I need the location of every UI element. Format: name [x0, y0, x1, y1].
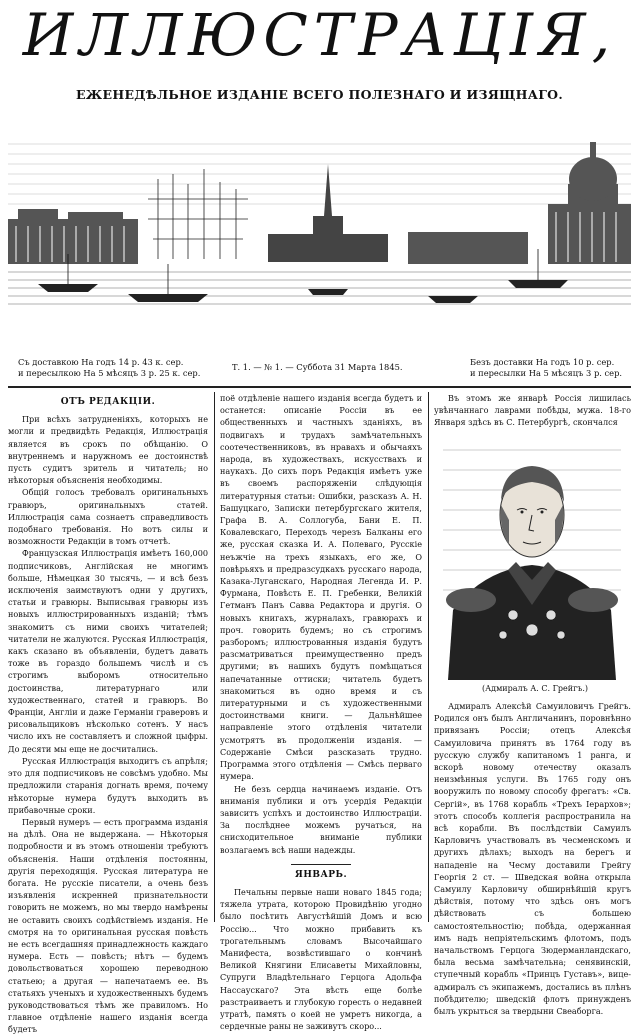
- portrait-caption: (Адмиралъ А. С. Грейгъ.): [481, 684, 589, 693]
- column-editorial: [8, 392, 208, 1035]
- admiral-intro: Въ этомъ же январѣ Россія лишилась увѣнчаннаго лаврами побѣды, мужа. 18-го Января здѣсь въ С. Петербургѣ, скончался: [434, 393, 631, 428]
- editorial-paragraph: Первый нумеръ — есть программа изданія на дѣлѣ. Она не выдержана. — Нѣкоторыя подробности и въ этомъ отношеніи требуютъ объясненія. Наши отдѣленія постоянны, другія переходящія. Русская литература не богата. Не русскіе писатели, а очень безъ изъявленія искренней признательности говорить не можемъ, но мы твердо намѣрены не оставить своихъ содѣйствіемъ изданія. Не смотря на то оригинальная русская повѣсть не есть всегдашняя принадлежность каждаго нумера. Есть — повѣсть; нѣтъ — будемъ довольствоваться хорошею переводною статьею; а другая — напечатаемъ ее. Въ статьяхъ ученыхъ и художественныхъ будемъ руководствоваться тѣмъ же правиломъ. Но главное отдѣленіе нашего изданія всегда будетъ: [8, 816, 208, 1035]
- newspaper-subtitle: ЕЖЕНЕДѢЛЬНОЕ ИЗДАНІЕ ВСЕГО ПОЛЕЗНАГО И ИЗЯЩНАГО.: [75, 87, 563, 102]
- panorama-engraving: [8, 124, 631, 324]
- column-middle: [220, 392, 422, 1032]
- column-divider-1: [214, 392, 215, 922]
- admiral-biography: Адмиралъ Алексѣй Самуиловичъ Грейгъ. Родился онъ былъ Англичанинъ, поровнѣнно привязанъ Россіи; отецъ Алексѣя Самуиловича принятъ въ 1764 году въ русскую службу капитаномъ 1 ранга, и вскорѣ новому отечеству оказалъ неизмѣнныя услуги. Въ 1765 году онъ вооружилъ по новому способу фрегатъ: «Св. Сергій», въ 1768 корабль «Трехъ Іерархов»; этотъ способъ коллегія распространила на всѣ корабли. Въ послѣдствіи Самуилъ Карловичъ участвовалъ въ чесменскомъ и другихъ дѣлахъ; выходъ на берегъ и нападеніе на Чесму доставили Грейгу Георгія 2 ст. — Шведская война открыла Самуилу Карловичу обширнѣйшій кругъ дѣйствія, потому что здѣсь онъ могъ дѣйствовать съ большею самостоятельностію; побѣда, одержанная имъ надъ непріятельскимъ флотомъ, подъ начальствомъ Герцога Зюдерманландскаго, была весьма замѣчательна; сенявинскій, ступечный корабль «Принцъ Густавъ», вице-адмиралъ съ экипажемъ, достались въ плѣнъ побѣдителю; шведскій флотъ принужденъ былъ укрыться за твердыни Свеаборга.: [434, 701, 631, 1017]
- editorial-paragraph: Общій голосъ требовалъ оригинальныхъ гравюръ, оригинальныхъ статей. Иллюстрація сама сознаетъ справедливость подобнаго требованія. Но вотъ силы и возможности Редакціи в томъ отчетѣ.: [8, 487, 208, 547]
- issue-date: Т. 1. — № 1. — Суббота 31 Марта 1845.: [232, 362, 403, 372]
- column-divider-2: [428, 392, 429, 922]
- editorial-paragraph: Французская Иллюстрація имѣетъ 160,000 подписчиковъ, Англійская не многимъ больше, Нѣмецкая 30 тысячь, — и всѣ безъ исключенія заимствуютъ одни у другихъ, статьи и гравюры. Выписывая гравюры изъ новыхъ иллюстрированныхъ изданій; тѣмъ знакомитъ съ ними своихъ читателей; читатели не жалуются. Русская Иллюстрація, какъ сказано въ объявленіи, будетъ давать тоже въ гораздо большемъ числѣ и съ строгимъ выборомъ относительно достоинства, литературнаго или художественнаго, статей и гравюръ. Во Франціи, Англіи и даже Германіи граверовъ и рисовальщиковъ нѣсколько сотенъ. У насъ число ихъ не составляетъ и сложной цыфры. До десяти мы еще не досчитались.: [8, 548, 208, 754]
- january-paragraph: Печальны первые наши новаго 1845 года; тяжела утрата, которою Провидѣнію угодно было посѣтить Августѣйшій Домъ и всю Россію... Что можно прибавить къ трогательнымъ словамъ Высочайшаго Манифеста, возвѣстившаго о кончинѣ Великой Княгини Елисаветы Михайловны, Супруги Владѣтельнаго Герцога Адольфа Нассаускаго? Эта вѣсть еще болѣе разстраиваетъ и глубокую горесть о недавней утратѣ, память о коей не умретъ никогда, а сердечные раны не заживутъ скоро...: [220, 886, 422, 1032]
- header-divider: [8, 386, 631, 388]
- january-heading: ЯНВАРЬ.: [294, 869, 348, 880]
- column-right-intro: [434, 392, 631, 432]
- editorial-paragraph: При всѣхъ затрудненіяхъ, которыхъ не могли и предвидѣть Редакція, Иллюстрація является въ срокъ по обѣщанію. О внутреннемъ и наружномъ ее достоинствѣ пусть судитъ зритель и читатель; но нѣкоторыя объясненія необходимы.: [8, 414, 208, 486]
- editorial-heading: ОТЪ РЕДАКЦІИ.: [60, 397, 156, 407]
- price-without-delivery-line2: и пересылки На 5 мѣсяцъ 3 р. сер.: [470, 368, 623, 378]
- editorial-continued: поё отдѣленіе нашего изданія всегда будетъ и останется: описаніе Россіи въ ее общественныхъ и частныхъ зданіяхъ, въ подвигахъ и трудахъ замѣчательныхъ соотечественниковъ, въ нравахъ и обычаяхъ народа, въ художествахъ, искусствахъ и наукахъ. До сихъ поръ Редакція имѣетъ уже въ своемъ распоряженіи слѣдующія литературныя статьи: Ошибки, разсказъ А. Н. Башуцкаго, Записки петербургскаго жителя, Графа В. А. Соллогуба, Бани Е. П. Ковалевскаго, Переходъ черезъ Балканы его же, русская сказка И. А. Полеваго, Русскіе неъжчіе на трехъ языкахъ, его же, О повѣрьяхъ и предразсудкахъ русскаго народа, Казака-Луганскаго, Народная Легенда И. Р. Фурмана, Повѣсть Е. П. Гребенки, Великій Гетманъ Панъ Савва Редактора и другія. О новыхъ книгахъ, журналахъ, гравюрахъ и проч. говорить будемъ; но съ строгимъ разборомъ; иллюстрованныя изданія будутъ разсматриваться преимущественно предъ другими; въ нашихъ будутъ помѣщаться напечатанные оттиски; читатель будетъ знакомиться въ одно время и съ литературными и съ художественными достоинствами книги. — Дальнѣйшее направленіе этого отдѣленія читатели усмотрятъ въ продолженіи изданія. — Содержаніе Смѣси разсказать трудно. Программа этого отдѣленія — Смѣсь перваго нумера.: [220, 393, 422, 782]
- section-divider: [291, 864, 351, 865]
- admiral-portrait: [443, 430, 621, 680]
- editorial-closing: Не безъ сердца начинаемъ изданіе. Отъ вниманія публики и отъ усердія Редакціи зависитъ успѣхъ и достоинство Иллюстраціи. За послѣднее можемъ ручаться, на снисходительное вниманіе публики возлагаемъ всѣ наши надежды.: [220, 783, 422, 855]
- newspaper-title: ИЛЛЮСТРАЦІЯ,: [22, 1, 617, 69]
- editorial-paragraph: Русская Иллюстрація выходитъ съ апрѣля; это для подписчиковъ не совсѣмъ удобно. Мы предложили старанія догнать время, почему нѣкоторые нумера будутъ выходить въ прибавочные сроки.: [8, 755, 208, 815]
- price-with-delivery-line1: Съ доставкою На годъ 14 р. 43 к. сер.: [18, 357, 184, 367]
- column-right-body: [434, 700, 631, 1017]
- price-without-delivery-line1: Безъ доставки На годъ 10 р. сер.: [470, 357, 615, 367]
- price-with-delivery-line2: и пересылкою На 5 мѣсяцъ 3 р. 25 к. сер.: [18, 368, 201, 378]
